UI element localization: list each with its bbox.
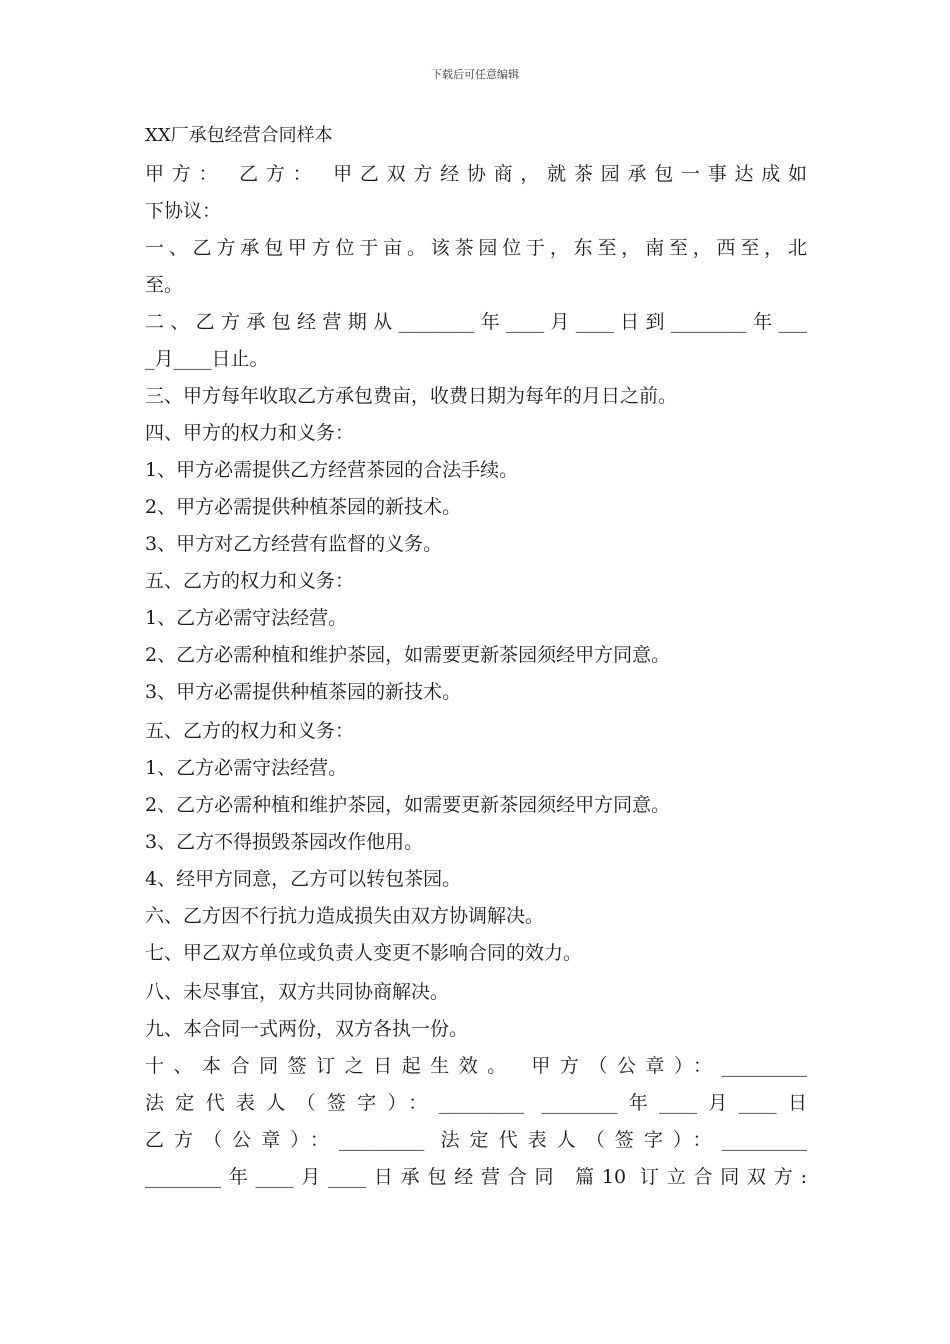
paragraph-line: _月____日止。 bbox=[145, 348, 269, 370]
page-header-note: 下载后可任意编辑 bbox=[431, 68, 519, 81]
paragraph-line: 2、乙方必需种植和维护茶园，如需要更新茶园须经甲方同意。 bbox=[145, 644, 671, 666]
paragraph-line: 四、甲方的权力和义务： bbox=[145, 422, 355, 444]
paragraph-line: 五、乙方的权力和义务： bbox=[145, 720, 355, 742]
paragraph-line: 3、甲方对乙方经营有监督的义务。 bbox=[145, 533, 443, 555]
paragraph-line: 甲方： 乙方： 甲乙双方经协商，就茶园承包一事达成如 bbox=[145, 163, 807, 185]
paragraph-line: 下协议： bbox=[145, 200, 222, 222]
paragraph-line: 九、本合同一式两份，双方各执一份。 bbox=[145, 1018, 469, 1040]
paragraph-line: 3、乙方不得损毁茶园改作他用。 bbox=[145, 831, 424, 853]
paragraph-line: ________年____月____日承包经营合同 篇10 订立合同双方: bbox=[145, 1166, 807, 1188]
paragraph-line: 3、甲方必需提供种植茶园的新技术。 bbox=[145, 681, 462, 703]
document-title: XX厂承包经营合同样本 bbox=[145, 125, 333, 146]
paragraph-line: 1、甲方必需提供乙方经营茶园的合法手续。 bbox=[145, 459, 519, 481]
paragraph-line: 七、甲乙双方单位或负责人变更不影响合同的效力。 bbox=[145, 942, 583, 964]
paragraph-line: 至。 bbox=[145, 274, 184, 296]
paragraph-line: 2、乙方必需种植和维护茶园，如需要更新茶园须经甲方同意。 bbox=[145, 794, 671, 816]
paragraph-line: 乙方（公章）：_________ 法定代表人（签字）：_________ bbox=[145, 1129, 807, 1151]
paragraph-line: 二、乙方承包经营期从________年____月____日到________年___ bbox=[145, 311, 807, 333]
paragraph-line: 六、乙方因不行抗力造成损失由双方协调解决。 bbox=[145, 905, 545, 927]
paragraph-line: 2、甲方必需提供种植茶园的新技术。 bbox=[145, 496, 462, 518]
paragraph-line: 八、未尽事宜，双方共同协商解决。 bbox=[145, 981, 450, 1003]
paragraph-line: 三、甲方每年收取乙方承包费亩，收费日期为每年的月日之前。 bbox=[145, 385, 678, 407]
paragraph-line: 1、乙方必需守法经营。 bbox=[145, 607, 348, 629]
paragraph-line: 十、本合同签订之日起生效。 甲方（公章）：_________ bbox=[145, 1055, 807, 1077]
paragraph-line: 一、乙方承包甲方位于亩。该茶园位于，东至，南至，西至，北 bbox=[145, 237, 807, 259]
paragraph-line: 法定代表人（签字）：_________ ________年____月____日 bbox=[145, 1092, 807, 1114]
paragraph-line: 五、乙方的权力和义务： bbox=[145, 570, 355, 592]
paragraph-line: 4、经甲方同意，乙方可以转包茶园。 bbox=[145, 868, 462, 890]
paragraph-line: 1、乙方必需守法经营。 bbox=[145, 757, 348, 779]
